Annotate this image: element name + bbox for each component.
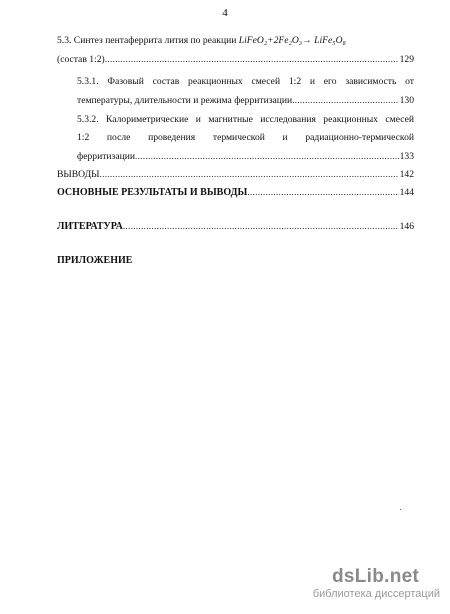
toc-entry-main-results <box>57 186 414 200</box>
toc-entry-5-3-2: 5.3.2. Калориметрические и магнитные исследования реакционных смесей <box>77 114 414 125</box>
watermark-logo-suffix: .net <box>384 566 420 587</box>
watermark-logo-prefix: dsLib <box>332 566 385 587</box>
toc-entry-literature <box>57 220 414 234</box>
toc-entry-5-3-2-text: ферритизации <box>77 151 135 162</box>
toc-entry-5-3-1: 5.3.1. Фазовый состав реакционных смесей 1:2 и его зависимость от <box>77 76 414 87</box>
toc-appendix-label: ПРИЛОЖЕНИЕ <box>57 255 133 266</box>
toc-entry-appendix <box>57 254 414 268</box>
toc-entry-5-3 <box>57 34 414 48</box>
toc-page-conclusions: 142 <box>399 169 414 180</box>
toc-entry-5-3-prefix: 5.3. Синтез пентаферрита лития по реакции <box>57 35 239 46</box>
watermark-logo <box>332 566 419 588</box>
toc-page-5-3: 129 <box>399 54 414 65</box>
reaction-formula: LiFeO₂+2Fe₂O₃→ LiFe₅O₈ <box>238 35 346 46</box>
leader-dots <box>247 186 398 200</box>
toc-literature-label: ЛИТЕРАТУРА <box>57 221 123 232</box>
toc-entry-5-3-2-line2: 1:2 после проведения термической и радиационно-термической <box>77 132 414 143</box>
toc-entry-5-3-1-cont <box>77 94 414 108</box>
toc-entry-5-3-1-text: температуры, длительности и режима ферритизации. <box>77 95 295 106</box>
toc-conclusions-label: ВЫВОДЫ <box>57 169 100 180</box>
page-number: 4 <box>222 7 228 19</box>
watermark-subtitle: библиотека диссертаций <box>312 588 440 600</box>
leader-dots <box>105 53 399 67</box>
toc-entry-conclusions <box>57 168 414 182</box>
toc-main-results-label: ОСНОВНЫЕ РЕЗУЛЬТАТЫ И ВЫВОДЫ <box>57 187 248 198</box>
leader-dots <box>135 150 399 164</box>
scan-speck <box>400 509 401 510</box>
toc-page-5-3-1: 130 <box>399 95 414 106</box>
toc-page-literature: 146 <box>399 221 414 232</box>
toc-page-5-3-2: 133 <box>399 151 414 162</box>
toc-page-main-results: 144 <box>399 187 414 198</box>
toc-entry-5-3-cont-text: (состав 1:2) <box>57 54 105 65</box>
toc-entry-5-3-cont <box>57 53 414 67</box>
leader-dots <box>100 168 399 182</box>
leader-dots <box>123 220 399 234</box>
leader-dots <box>295 94 399 108</box>
toc-entry-5-3-2-cont <box>77 150 414 164</box>
